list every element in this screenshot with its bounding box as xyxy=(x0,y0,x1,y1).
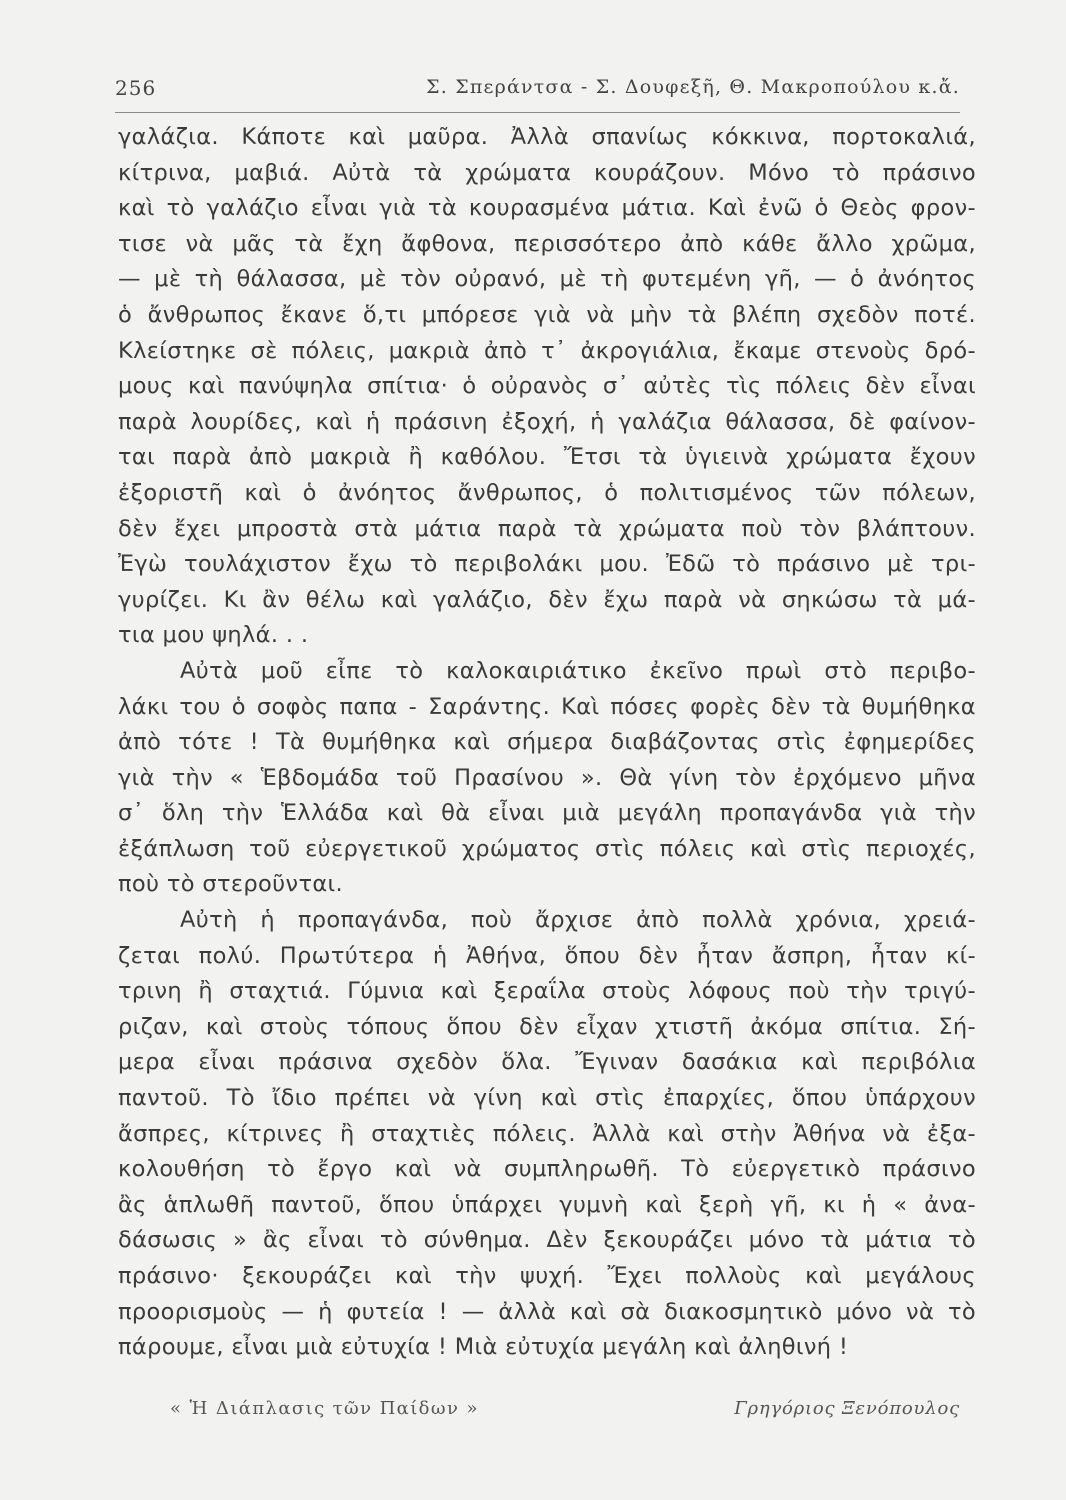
text-line: ζεται πολύ. Πρωτύτερα ἡ Ἀθήνα, ὅπου δὲν ἦταν ἄσπρη, ἦταν κί- xyxy=(118,942,976,969)
text-line: πάρουμε, εἶναι μιὰ εὐτυχία ! Μιὰ εὐτυχία μεγάλη καὶ ἀληθινή ! xyxy=(118,1334,849,1361)
page-header xyxy=(115,72,960,113)
running-head: Σ. Σπεράντσα - Σ. Δουφεξῆ, Θ. Μακροπούλου κ.ἄ. xyxy=(426,76,960,98)
text-line: παντοῦ. Τὸ ἴδιο πρέπει νὰ γίνη καὶ στὶς ἐπαρχίες, ὅπου ὑπάρχουν xyxy=(118,1085,976,1112)
text-line: ἄσπρες, κίτρινες ἢ σταχτιὲς πόλεις. Ἀλλὰ καὶ στὴν Ἀθήνα νὰ ἐξα- xyxy=(118,1120,976,1147)
text-line: ἐξοριστῆ καὶ ὁ ἀνόητος ἄνθρωπος, ὁ πολιτισμένος τῶν πόλεων, xyxy=(118,479,976,506)
text-line: σ᾽ ὅλη τὴν Ἑλλάδα καὶ θὰ εἶναι μιὰ μεγάλη προπαγάνδα γιὰ τὴν xyxy=(118,800,976,827)
text-line: καὶ τὸ γαλάζιο εἶναι γιὰ τὰ κουρασμένα μάτια. Καὶ ἐνῶ ὁ Θεὸς φρον- xyxy=(118,195,976,222)
text-line: γαλάζια. Κάποτε καὶ μαῦρα. Ἀλλὰ σπανίως κόκκινα, πορτοκαλιά, xyxy=(118,124,976,150)
text-line: Αὐτὴ ἡ προπαγάνδα, ποὺ ἄρχισε ἀπὸ πολλὰ χρόνια, χρειά- xyxy=(180,907,976,934)
text-line: ται παρὰ ἀπὸ μακριὰ ἢ καθόλου. Ἔτσι τὰ ὑγιεινὰ χρώματα ἔχουν xyxy=(118,444,976,471)
text-line: τια μου ψηλά. . . xyxy=(118,622,309,649)
text-line: — μὲ τὴ θάλασσα, μὲ τὸν οὐρανό, μὲ τὴ φυτεμένη γῆ, — ὁ ἀνόητος xyxy=(118,266,976,293)
page-number: 256 xyxy=(115,76,157,100)
text-line: μους καὶ πανύψηλα σπίτια· ὁ οὐρανὸς σ᾽ αὐτὲς τὶς πόλεις δὲν εἶναι xyxy=(118,373,976,400)
text-line: τισε νὰ μᾶς τὰ ἔχη ἄφθονα, περισσότερο ἀπὸ κάθε ἄλλο χρῶμα, xyxy=(118,230,976,257)
text-line: ἐξάπλωση τοῦ εὐεργετικοῦ χρώματος στὶς πόλεις καὶ στὶς περιοχές, xyxy=(118,835,976,862)
page-footer xyxy=(170,1392,960,1432)
text-line: ἂς ἁπλωθῆ παντοῦ, ὅπου ὑπάρχει γυμνὴ καὶ ξερὴ γῆ, κι ἡ « ἀνα- xyxy=(118,1191,976,1218)
author-signature: Γρηγόριος Ξενόπουλος xyxy=(734,1398,960,1419)
text-line: ἀπὸ τότε ! Τὰ θυμήθηκα καὶ σήμερα διαβάζοντας στὶς ἐφημερίδες xyxy=(118,729,976,756)
text-line: δάσωσις » ἂς εἶναι τὸ σύνθημα. Δὲν ξεκουράζει μόνο τὰ μάτια τὸ xyxy=(118,1227,976,1254)
text-line: κολουθήση τὸ ἔργο καὶ νὰ συμπληρωθῆ. Τὸ εὐεργετικὸ πράσινο xyxy=(118,1156,976,1183)
text-line: δὲν ἔχει μπροστὰ στὰ μάτια παρὰ τὰ χρώματα ποὺ τὸν βλάπτουν. xyxy=(118,515,976,542)
text-line: ὁ ἄνθρωπος ἔκανε ὅ,τι μπόρεσε γιὰ νὰ μὴν τὰ βλέπη σχεδὸν ποτέ. xyxy=(118,301,976,328)
text-line: Αὐτὰ μοῦ εἶπε τὸ καλοκαιριάτικο ἐκεῖνο πρωὶ στὸ περιβο- xyxy=(180,657,976,684)
text-line: λάκι του ὁ σοφὸς παπα - Σαράντης. Καὶ πόσες φορὲς δὲν τὰ θυμήθηκα xyxy=(118,693,976,720)
text-line: Κλείστηκε σὲ πόλεις, μακριὰ ἀπὸ τ᾽ ἀκρογιάλια, ἔκαμε στενοὺς δρό- xyxy=(118,337,976,364)
text-line: ριζαν, καὶ στοὺς τόπους ὅπου δὲν εἶχαν χτιστῆ ἀκόμα σπίτια. Σή- xyxy=(118,1013,976,1040)
text-line: πράσινο· ξεκουράζει καὶ τὴν ψυχή. Ἔχει πολλοὺς καὶ μεγάλους xyxy=(118,1263,976,1289)
text-line: κίτρινα, μαβιά. Αὐτὰ τὰ χρώματα κουράζουν. Μόνο τὸ πράσινο xyxy=(118,159,976,186)
body-text xyxy=(118,120,976,1366)
text-line: γιὰ τὴν « Ἑβδομάδα τοῦ Πρασίνου ». Θὰ γίνη τὸν ἐρχόμενο μῆνα xyxy=(118,764,976,791)
source-citation: « Ἡ Διάπλασις τῶν Παίδων » xyxy=(170,1398,479,1419)
text-line: τρινη ἢ σταχτιά. Γύμνια καὶ ξεραΐλα στοὺς λόφους ποὺ τὴν τριγύ- xyxy=(118,978,976,1005)
text-line: προορισμοὺς — ἡ φυτεία ! — ἀλλὰ καὶ σὰ διακοσμητικὸ μόνο νὰ τὸ xyxy=(118,1298,976,1325)
text-line: παρὰ λουρίδες, καὶ ἡ πράσινη ἐξοχή, ἡ γαλάζια θάλασσα, δὲ φαίνον- xyxy=(118,408,976,435)
text-line: ποὺ τὸ στεροῦνται. xyxy=(118,871,343,898)
text-line: μερα εἶναι πράσινα σχεδὸν ὅλα. Ἔγιναν δασάκια καὶ περιβόλια xyxy=(118,1049,976,1076)
text-line: γυρίζει. Κι ἂν θέλω καὶ γαλάζιο, δὲν ἔχω παρὰ νὰ σηκώσω τὰ μά- xyxy=(118,586,976,613)
text-line: Ἐγὼ τουλάχιστον ἔχω τὸ περιβολάκι μου. Ἐδῶ τὸ πράσινο μὲ τρι- xyxy=(118,551,976,578)
